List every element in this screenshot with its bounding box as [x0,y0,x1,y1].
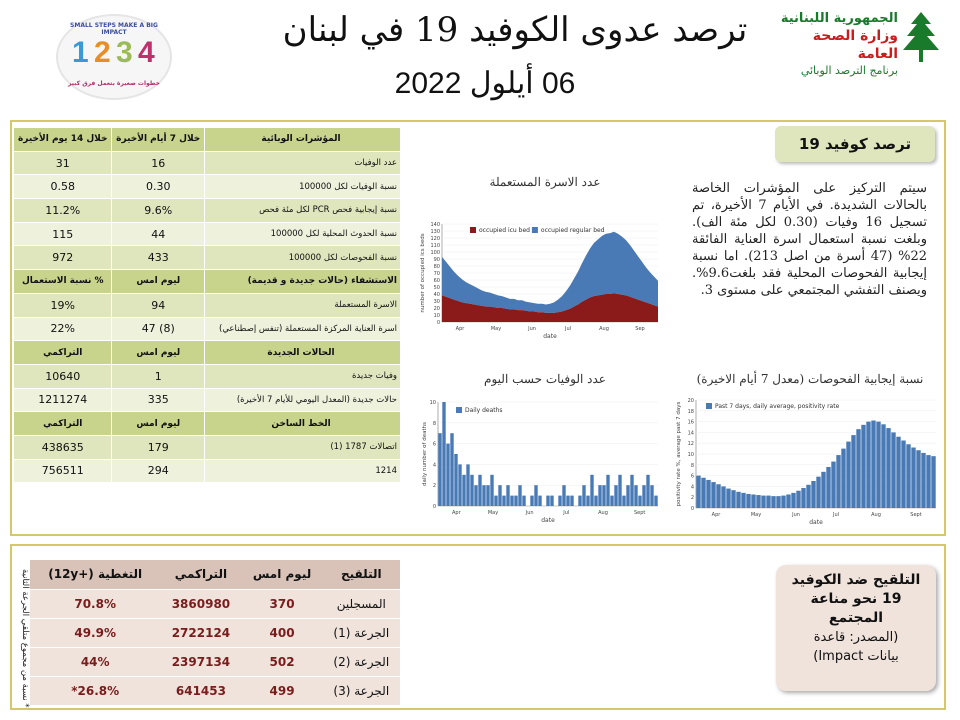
legend-label: Daily deaths [465,407,503,414]
x-tick-label: May [490,326,502,332]
positivity-bar [811,481,815,508]
death-bar [626,485,629,506]
y-tick-label: 90 [433,257,440,263]
value-coverage: 49.9% [30,618,160,647]
indicators-header-row [14,128,401,152]
x-tick-label: Sep [635,326,645,332]
positivity-bar [791,493,795,508]
table-row [14,222,401,246]
positivity-bar [836,455,840,508]
ministry-republic: الجمهورية اللبنانية [780,11,898,26]
legend-label: occupied regular bed [540,227,605,234]
summary-heading: ترصد كوفيد 19 [775,126,935,162]
death-bar [478,475,481,506]
x-tick-label: Jul [564,326,572,332]
death-bar [614,485,617,506]
ministry-logo-text [768,10,898,78]
row-label: المسجلين [323,589,400,618]
value-yesterday: 370 [242,589,323,618]
positivity-bar [726,489,730,508]
table-header-cell: ليوم امس [112,341,205,365]
y-tick-label: 50 [433,285,440,291]
report-date: 06 أيلول 2022 [394,67,576,100]
table-row [14,317,401,341]
hospitalization-header-row [14,270,401,294]
value-cumulative: 3860980 [160,589,241,618]
positivity-bar [886,428,890,508]
vax-box-source: (المصدر: قاعدة [813,630,899,645]
value-7d: 44 [112,222,205,246]
y-tick-label: 10 [687,452,694,458]
death-bar [586,496,589,506]
vaccination-info-box [776,565,936,691]
page-title: ترصد عدوى الكوفيد 19 في لبنان [282,10,748,50]
y-tick-label: 30 [433,299,440,305]
vaccination-table [30,560,400,706]
ministry-name: وزارة الصحة العامة [812,28,898,62]
table-header-cell: التلقيح [323,560,400,589]
vax-box-line: 19 نحو مناعة [810,591,902,607]
death-bar [538,496,541,506]
positivity-bar [786,495,790,509]
value-yesterday: 179 [112,435,205,459]
table-header-cell: ليوم امس [112,412,205,436]
value-yesterday: 294 [112,459,205,483]
summary-text: سيتم التركيز على المؤشرات الخاصة بالحالات الشديدة. في الأيام 7 الأخيرة، تم تسجيل 16 وفيات (0.30 لكل مئة الف). وبلغت نسبة استعمال اسرة العناية الفائقة 22% (47 أسرة من اصل 213). اما نسبة إيجابية الفحوصات المحلية فقد بلغت9.6%. ويصنف التفشي المجتمعي على مستوى 3. [692,181,927,298]
badge-digit-1: 1 [72,36,89,69]
value-7d: 9.6% [112,199,205,223]
row-label: نسبة الحدوث المحلية لكل 100000 [205,222,401,246]
value-coverage: 70.8% [30,589,160,618]
table-header-cell: الاستشفاء (حالات جديدة و قديمة) [205,270,401,294]
death-bar [522,496,525,506]
table-header-cell: ليوم امس [112,270,205,294]
value-yesterday: (8) 47 [112,317,205,341]
death-bar [534,485,537,506]
positivity-bar [776,496,780,508]
x-tick-label: Jun [525,510,534,516]
beds-chart-title: عدد الاسرة المستعملة [489,175,601,189]
badge-bottom-text: خطوات صغيرة بتعمل فرق كبير [68,80,160,87]
table-header-cell: التراكمي [14,341,112,365]
death-bar [642,485,645,506]
table-row [14,246,401,270]
row-label: اسرة العناية المركزة المستعملة (تنفس إصطناعي) [205,317,401,341]
death-bar [618,475,621,506]
death-bar [502,496,505,506]
table-header-cell: التغطية (+12y) [30,560,160,589]
y-axis-label: daily number of deaths [422,422,428,486]
y-tick-label: 0 [432,504,436,510]
positivity-bar [851,435,855,508]
campaign-badge [56,14,172,100]
deaths-chart [418,392,664,526]
value-7d: 16 [112,151,205,175]
table-header-cell: خلال 14 يوم الأخيرة [14,128,112,152]
table-header-cell: الحالات الجديدة [205,341,401,365]
positivity-bar [816,477,820,508]
positivity-bar [771,496,775,508]
death-bar [566,496,569,506]
indicators-table [13,127,401,483]
positivity-bar [796,491,800,508]
death-bar [506,485,509,506]
value-7d: 433 [112,246,205,270]
legend-swatch [532,227,538,233]
death-bar [518,485,521,506]
death-bar [622,496,625,506]
vax-box-source: بيانات Impact) [813,649,899,664]
table-row [14,151,401,175]
table-row [14,459,401,483]
y-tick-label: 40 [433,292,440,298]
x-tick-label: Jul [832,512,840,518]
y-tick-label: 120 [430,236,440,242]
death-bar [446,444,449,506]
x-axis-label: date [809,519,823,526]
positivity-bar [871,421,875,508]
positivity-bar [891,432,895,508]
x-tick-label: Apr [455,326,465,332]
positivity-bar [711,482,715,508]
positivity-bar [866,422,870,508]
cases-header-row [14,341,401,365]
y-tick-label: 140 [430,222,440,228]
death-bar [634,485,637,506]
beds-chart [418,210,664,342]
vax-box-line: التلقيح ضد الكوفيد [791,572,921,588]
legend-swatch [470,227,476,233]
y-tick-label: 130 [430,229,440,235]
x-tick-label: Jun [792,512,800,518]
death-bar [638,496,641,506]
value-7d: 0.30 [112,175,205,199]
y-tick-label: 8 [432,420,436,427]
x-tick-label: Jun [528,326,536,332]
x-tick-label: Apr [711,512,721,518]
y-tick-label: 16 [687,419,694,426]
x-tick-label: Apr [452,510,461,516]
y-tick-label: 8 [690,462,694,469]
death-bar [598,485,601,506]
y-tick-label: 18 [687,408,694,415]
positivity-chart [670,392,942,526]
table-header-cell: % نسبة الاستعمال [14,270,112,294]
value-14d: 115 [14,222,112,246]
value-cumulative: 10640 [14,364,112,388]
positivity-bar [746,494,750,508]
row-label: وفيات جديدة [205,364,401,388]
y-tick-label: 20 [687,398,694,404]
death-bar [550,496,553,506]
y-tick-label: 0 [690,506,694,512]
y-tick-label: 10 [433,313,440,319]
y-tick-label: 100 [430,250,440,256]
death-bar [650,485,653,506]
death-bar [594,496,597,506]
row-label: نسبة الوفيات لكل 100000 [205,175,401,199]
coverage-footnote: * نسبة من مجموع متلقي الجرعة الثانية [20,569,30,708]
value-14d: 31 [14,151,112,175]
value-yesterday: 400 [242,618,323,647]
positivity-bar [806,485,810,508]
table-header-cell: التراكمي [14,412,112,436]
legend-swatch [456,407,462,413]
value-yesterday: 502 [242,647,323,676]
y-tick-label: 4 [432,462,436,469]
death-bar [514,496,517,506]
x-tick-label: May [750,512,762,518]
row-label: الاسرة المستعملة [205,293,401,317]
value-cumulative: 1211274 [14,388,112,412]
positivity-bar [706,480,710,508]
y-axis-label: number of occupied ics beds [420,233,426,313]
table-row [30,676,400,705]
table-row [14,364,401,388]
y-tick-label: 4 [690,484,694,491]
death-bar [530,496,533,506]
death-bar [458,464,461,506]
death-bar [590,475,593,506]
value-14d: 0.58 [14,175,112,199]
value-yesterday: 94 [112,293,205,317]
legend-label: occupied icu bed [479,227,530,234]
x-axis-label: date [541,517,555,524]
row-label: الجرعة (2) [323,647,400,676]
value-cumulative: 641453 [160,676,241,705]
positivity-bar [901,441,905,509]
death-bar [438,433,441,506]
positivity-bar [841,449,845,508]
y-tick-label: 0 [436,320,440,326]
table-row [30,618,400,647]
badge-digit-2: 2 [94,36,111,69]
death-bar [450,433,453,506]
table-row [14,388,401,412]
table-header-cell: ليوم امس [242,560,323,589]
positivity-bar [721,486,725,508]
value-cumulative: 438635 [14,435,112,459]
x-tick-label: Sept [910,512,922,518]
positivity-bar [826,467,830,508]
death-bar [474,485,477,506]
legend-label: Past 7 days, daily average, positivity rate [715,403,840,410]
death-bar [442,402,445,506]
death-bar [610,496,613,506]
y-tick-label: 70 [433,271,440,277]
death-bar [646,475,649,506]
death-bar [546,496,549,506]
positivity-bar [846,442,850,508]
positivity-bar [741,493,745,508]
value-14d: 11.2% [14,199,112,223]
value-cumulative: 756511 [14,459,112,483]
row-label: اتصالات 1787 (1) [205,435,401,459]
positivity-bar [931,456,935,508]
positivity-bar [906,444,910,508]
row-label: 1214 [205,459,401,483]
y-tick-label: 80 [433,264,440,270]
positivity-bar [781,496,785,508]
positivity-bar [831,462,835,508]
value-cumulative: 2397134 [160,647,241,676]
row-label: الجرعة (3) [323,676,400,705]
death-bar [630,475,633,506]
table-row [14,435,401,459]
positivity-bar [701,478,705,508]
positivity-bar [761,496,765,508]
positivity-bar [801,488,805,508]
positivity-bar [821,472,825,508]
positivity-bar [756,495,760,508]
x-axis-label: date [543,333,557,340]
positivity-bar [861,425,865,508]
death-bar [482,485,485,506]
positivity-bar [921,453,925,508]
death-bar [578,496,581,506]
ministry-program: برنامج الترصد الوبائي [800,64,898,77]
y-tick-label: 2 [432,483,436,490]
y-tick-label: 10 [429,400,436,406]
hotline-header-row [14,412,401,436]
row-label: الجرعة (1) [323,618,400,647]
x-tick-label: Aug [871,512,881,518]
y-tick-label: 2 [690,495,694,502]
value-14d: 972 [14,246,112,270]
y-tick-label: 110 [430,243,440,249]
row-label: نسبة الفحوصات لكل 100000 [205,246,401,270]
positivity-bar [911,448,915,508]
table-row [14,293,401,317]
death-bar [558,496,561,506]
table-header-cell: خلال 7 أيام الأخيرة [112,128,205,152]
positivity-bar [916,450,920,508]
badge-top-text: SMALL STEPS MAKE A BIG IMPACT [70,22,158,36]
table-header-cell: التراكمي [160,560,241,589]
death-bar [510,496,513,506]
table-row [30,589,400,618]
death-bar [462,475,465,506]
y-tick-label: 12 [687,441,694,448]
row-label: نسبة إيجابية فحص PCR لكل مئة فحص [205,199,401,223]
vaccination-header-row [30,560,400,589]
vax-box-line: المجتمع [828,610,884,626]
row-label: حالات جديدة (المعدل اليومي للأيام 7 الأخيرة) [205,388,401,412]
value-yesterday: 335 [112,388,205,412]
legend-swatch [706,403,712,409]
value-coverage: 26.8%* [30,676,160,705]
x-tick-label: Aug [599,326,609,332]
positivity-bar [696,476,700,508]
y-tick-label: 20 [433,306,440,312]
death-bar [466,464,469,506]
positivity-bar [876,422,880,508]
death-bar [454,454,457,506]
x-tick-label: May [487,510,499,516]
positivity-bar [856,429,860,508]
death-bar [490,475,493,506]
x-tick-label: Jul [563,510,570,516]
deaths-chart-title: عدد الوفيات حسب اليوم [484,372,606,386]
death-bar [562,485,565,506]
cedar-icon [897,10,945,66]
value-cumulative: 2722124 [160,618,241,647]
table-row [30,647,400,676]
positivity-bar [881,424,885,508]
positivity-bar [766,496,770,508]
table-header-cell: المؤشرات الوبائية [205,128,401,152]
badge-digit-3: 3 [116,36,133,69]
death-bar [486,485,489,506]
death-bar [654,496,657,506]
positivity-chart-title: نسبة إيجابية الفحوصات (معدل 7 أيام الاخيرة) [696,372,924,386]
badge-digit-4: 4 [138,36,155,69]
positivity-bar [926,455,930,508]
value-yesterday: 499 [242,676,323,705]
death-bar [606,475,609,506]
value-usage: 19% [14,293,112,317]
value-usage: 22% [14,317,112,341]
positivity-bar [736,492,740,508]
death-bar [582,485,585,506]
y-tick-label: 6 [690,473,694,480]
x-tick-label: Aug [598,510,608,516]
death-bar [494,496,497,506]
positivity-bar [716,484,720,508]
positivity-bar [896,437,900,508]
death-bar [470,475,473,506]
death-bar [498,485,501,506]
y-tick-label: 14 [687,430,694,437]
y-axis-label: positivity rate %, average past 7 days [676,401,682,507]
x-tick-label: Sept [633,510,646,516]
table-row [14,175,401,199]
value-coverage: 44% [30,647,160,676]
positivity-bar [751,495,755,509]
row-label: عدد الوفيات [205,151,401,175]
y-tick-label: 60 [433,278,440,284]
death-bar [570,496,573,506]
y-tick-label: 6 [432,441,436,448]
value-yesterday: 1 [112,364,205,388]
table-row [14,199,401,223]
death-bar [602,485,605,506]
positivity-bar [731,490,735,508]
table-header-cell: الخط الساخن [205,412,401,436]
